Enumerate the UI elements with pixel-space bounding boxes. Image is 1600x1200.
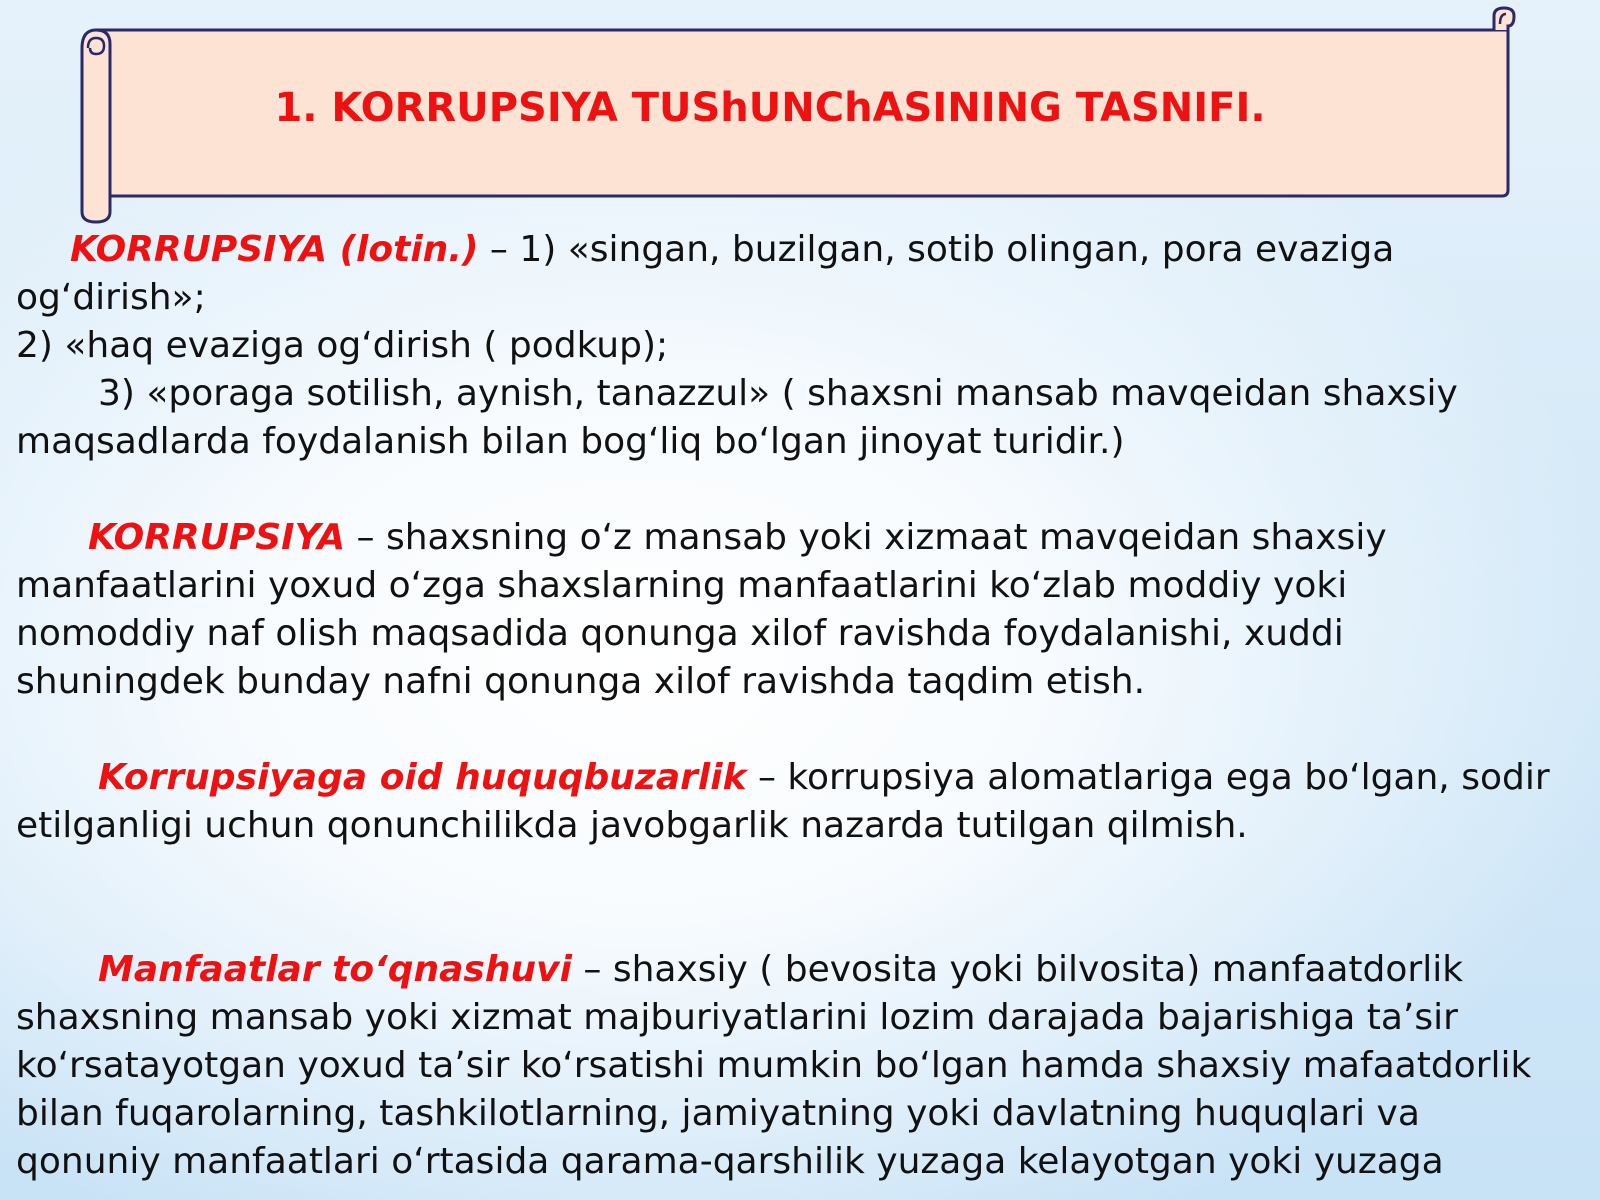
term-manfaatlar-toqnashuvi: Manfaatlar to‘qnashuvi — [98, 949, 572, 990]
definition-korrupsiya-line-3: nomoddiy naf olish maqsadida qonunga xilof ravishda foydalanishi, xuddi — [16, 613, 1344, 654]
definition-text: – shaxsning o‘z mansab yoki xizmaat mavqeidan shaxsiy — [345, 517, 1387, 558]
term-korrupsiya-lotin: KORRUPSIYA (lotin.) — [70, 229, 479, 270]
definition-korrupsiya-line-2: manfaatlarini yoxud o‘zga shaxslarning manfaatlarini ko‘zlab moddiy yoki — [16, 565, 1348, 606]
definition-text: – shaxsiy ( bevosita yoki bilvosita) manfaatdorlik — [571, 949, 1464, 990]
definition-latin-line-3: 2) «haq evaziga og‘dirish ( podkup); — [16, 325, 669, 366]
definition-latin-line-2: og‘dirish»; — [16, 277, 206, 318]
definition-latin-line-4: 3) «poraga sotilish, aynish, tanazzul» ( shaxsni mansab mavqeidan shaxsiy — [98, 373, 1458, 414]
definition-conflict-line-1 — [16, 946, 1576, 994]
definition-conflict-line-5: qonuniy manfaatlari o‘rtasida qarama-qarshilik yuzaga kelayotgan yoki yuzaga — [16, 1141, 1444, 1182]
definition-conflict-line-4: bilan fuqarolarning, tashkilotlarning, jamiyatning yoki davlatning huquqlari va — [16, 1093, 1420, 1134]
definition-text: – korrupsiya alomatlariga ega bo‘lgan, sodir — [746, 757, 1550, 798]
term-korrupsiya: KORRUPSIYA — [88, 517, 346, 558]
definition-conflict-line-2: shaxsning mansab yoki xizmat majburiyatlarini lozim darajada bajarishiga ta’sir — [16, 997, 1458, 1038]
definition-latin-line-1 — [16, 226, 1576, 274]
definition-latin-line-5: maqsadlarda foydalanish bilan bog‘liq bo‘lgan jinoyat turidir.) — [16, 421, 1125, 462]
term-korrupsiyaga-oid-huquqbuzarlik: Korrupsiyaga oid huquqbuzarlik — [98, 757, 747, 798]
definition-korrupsiya-line-4: shuningdek bunday nafni qonunga xilof ravishda taqdim etish. — [16, 661, 1146, 702]
definition-offense-line-1 — [16, 754, 1576, 802]
definition-korrupsiya-line-1 — [16, 514, 1576, 562]
slide-title: 1. KORRUPSIYA TUShUNChASINING TASNIFI. — [274, 85, 1266, 131]
definition-offense-line-2: etilganligi uchun qonunchilikda javobgarlik nazarda tutilgan qilmish. — [16, 805, 1248, 846]
definition-text: – 1) «singan, buzilgan, sotib olingan, pora evaziga — [478, 229, 1395, 270]
slide-body — [16, 226, 1576, 1186]
definition-conflict-line-3: ko‘rsatayotgan yoxud ta’sir ko‘rsatishi mumkin bo‘lgan hamda shaxsiy mafaatdorlik — [16, 1045, 1532, 1086]
